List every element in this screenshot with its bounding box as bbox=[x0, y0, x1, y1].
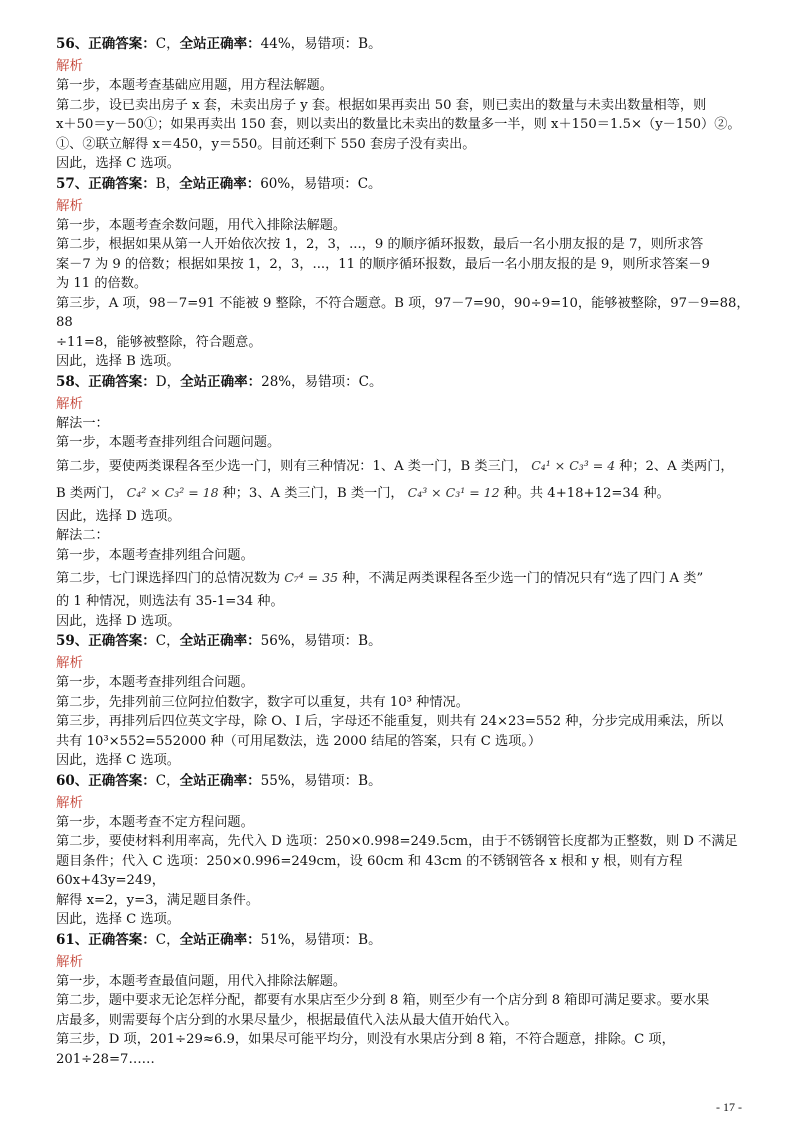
text-span: 种；2、A 类两门， bbox=[619, 458, 734, 474]
analysis-line: 因此，选择 C 选项。 bbox=[56, 156, 180, 171]
analysis-line: 的 1 种情况，则选法有 35-1=34 种。 bbox=[56, 594, 284, 609]
text-span: B 类两门， bbox=[56, 485, 123, 501]
answer-document bbox=[56, 34, 756, 1069]
question-57 bbox=[56, 174, 756, 372]
formula-c42-c32: C₄² × C₃² = 18 bbox=[126, 484, 219, 500]
rate-value: 55%，易错项：B。 bbox=[260, 772, 382, 789]
method-two-label: 解法二： bbox=[56, 528, 109, 543]
rate-value: 28%，易错项：C。 bbox=[261, 373, 383, 390]
question-header bbox=[56, 174, 756, 194]
rate-label: 全站正确率： bbox=[179, 633, 261, 649]
text-span: 种；3、A 类三门，B 类一门， bbox=[222, 485, 404, 501]
rate-value: 60%，易错项：C。 bbox=[260, 175, 382, 192]
rate-label: 全站正确率： bbox=[179, 36, 261, 52]
analysis-line: 第三步，A 项，98－7=91 不能被 9 整除，不符合题意。B 项，97－7=90，90÷9=10，能够被整除，97－9=88，88 bbox=[56, 295, 750, 330]
analysis-line: 第二步，题中要求无论怎样分配，都要有水果店至少分到 8 箱，则至少有一个店分到 8 箱即可满足要求。要水果 bbox=[56, 993, 710, 1008]
analysis-line: 共有 10³×552=552000 种（可用尾数法，选 2000 结尾的答案，只有 C 选项。） bbox=[56, 733, 542, 749]
text-span: 种。共 4+18+12=34 种。 bbox=[503, 485, 670, 501]
analysis-line bbox=[56, 453, 756, 480]
question-header bbox=[56, 34, 756, 54]
analysis-line: ①、②联立解得 x＝450，y＝550。目前还剩下 550 套房子没有卖出。 bbox=[56, 136, 476, 152]
question-number: 61、正确答案： bbox=[56, 931, 156, 948]
rate-label: 全站正确率： bbox=[179, 175, 261, 192]
analysis-line: 因此，选择 D 选项。 bbox=[56, 508, 181, 524]
rate-label: 全站正确率： bbox=[180, 373, 262, 390]
analysis-line: 店最多，则需要每个店分到的水果尽量少，根据最值代入法从最大值开始代入。 bbox=[56, 1012, 518, 1028]
page-number: - 17 - bbox=[716, 1100, 742, 1114]
analysis-line: 案－7 为 9 的倍数；根据如果按 1，2，3，...，11 的顺序循环报数，最后一名小朋友报的是 9，则所求答案－9 bbox=[56, 256, 710, 272]
analysis-line: 第二步，根据如果从第一人开始依次按 1，2，3，...，9 的顺序循环报数，最后一名小朋友报的是 7，则所求答 bbox=[56, 237, 704, 252]
analysis-line: 因此，选择 C 选项。 bbox=[56, 753, 180, 768]
correct-answer: C， bbox=[155, 36, 180, 52]
analysis-line: 因此，选择 B 选项。 bbox=[56, 354, 180, 369]
analysis-line: 解得 x=2，y=3，满足题目条件。 bbox=[56, 892, 260, 908]
rate-label: 全站正确率： bbox=[179, 931, 261, 948]
analysis-line: 第三步，再排列后四位英文字母，除 O、I 后，字母还不能重复，则共有 24×23=552 种，分步完成用乘法，所以 bbox=[56, 714, 724, 729]
rate-value: 56%，易错项：B。 bbox=[260, 633, 382, 649]
analysis-label: 解析 bbox=[56, 953, 83, 970]
question-59 bbox=[56, 631, 756, 771]
question-number: 56、正确答案： bbox=[56, 36, 156, 52]
formula-c41-c33: C₄¹ × C₃³ = 4 bbox=[531, 457, 616, 473]
analysis-line: 第一步，本题考查排列组合问题。 bbox=[56, 547, 254, 563]
analysis-line: 第二步，设已卖出房子 x 套，未卖出房子 y 套。根据如果再卖出 50 套，则已卖出的数量与未卖出数量相等，则 bbox=[56, 97, 707, 113]
analysis-line: 第二步，要使材料利用率高，先代入 D 选项：250×0.998=249.5cm，由于不锈钢管长度都为正整数，则 D 不满足 bbox=[56, 834, 738, 849]
correct-answer: C， bbox=[155, 633, 180, 649]
formula-c74: C₇⁴ = 35 bbox=[284, 570, 339, 585]
analysis-label: 解析 bbox=[56, 58, 83, 74]
text-span: 第二步，要使两类课程各至少选一门，则有三种情况：1、A 类一门，B 类三门， bbox=[56, 458, 528, 474]
correct-answer: B， bbox=[155, 175, 180, 192]
method-one-label: 解法一： bbox=[56, 415, 109, 431]
analysis-line: 第三步，D 项，201÷29≈6.9，如果尽可能平均分，则没有水果店分到 8 箱，不符合题意，排除。C 项，201÷28=7…… bbox=[56, 1032, 675, 1067]
question-header bbox=[56, 930, 756, 950]
question-header bbox=[56, 631, 756, 651]
analysis-line: 因此，选择 C 选项。 bbox=[56, 912, 180, 927]
analysis-line: ÷11=8，能够被整除，符合题意。 bbox=[56, 334, 262, 350]
question-58 bbox=[56, 372, 756, 632]
analysis-label: 解析 bbox=[56, 197, 83, 214]
analysis-line: 第一步，本题考查不定方程问题。 bbox=[56, 814, 254, 830]
correct-answer: D， bbox=[155, 373, 181, 390]
analysis-line bbox=[56, 480, 756, 507]
analysis-label: 解析 bbox=[56, 655, 83, 671]
question-header bbox=[56, 771, 756, 791]
question-number: 59、正确答案： bbox=[56, 633, 156, 649]
analysis-line: 第一步，本题考查最值问题，用代入排除法解题。 bbox=[56, 973, 347, 989]
question-61 bbox=[56, 930, 756, 1070]
rate-label: 全站正确率： bbox=[179, 772, 261, 789]
analysis-line: 题目条件；代入 C 选项：250×0.996=249cm，设 60cm 和 43cm 的不锈钢管各 x 根和 y 根，则有方程 60x+43y=249， bbox=[56, 853, 683, 888]
question-number: 57、正确答案： bbox=[56, 175, 156, 192]
analysis-line: x＋50＝y－50①；如果再卖出 150 套，则以卖出的数量比未卖出的数量多一半，则 x＋150＝1.5×（y－150）②。 bbox=[56, 117, 741, 132]
analysis-line: 为 11 的倍数。 bbox=[56, 276, 148, 291]
analysis-label: 解析 bbox=[56, 395, 83, 412]
rate-value: 44%，易错项：B。 bbox=[260, 36, 382, 52]
analysis-line bbox=[56, 565, 756, 592]
question-60 bbox=[56, 771, 756, 930]
text-span: 种，不满足两类课程各至少选一门的情况只有“选了四门 A 类” bbox=[342, 571, 704, 586]
question-header bbox=[56, 372, 756, 392]
analysis-label: 解析 bbox=[56, 794, 83, 811]
analysis-line: 第一步，本题考查排列组合问题问题。 bbox=[56, 435, 281, 450]
analysis-line: 第一步，本题考查排列组合问题。 bbox=[56, 675, 254, 690]
question-56 bbox=[56, 34, 756, 174]
question-number: 58、正确答案： bbox=[56, 373, 156, 390]
rate-value: 51%，易错项：B。 bbox=[260, 931, 382, 948]
correct-answer: C， bbox=[155, 931, 180, 948]
analysis-line: 第一步，本题考查基础应用题，用方程法解题。 bbox=[56, 78, 333, 93]
text-span: 第二步，七门课选择四门的总情况数为 bbox=[56, 571, 281, 586]
correct-answer: C， bbox=[155, 772, 180, 789]
analysis-line: 第二步，先排列前三位阿拉伯数字，数字可以重复，共有 10³ 种情况。 bbox=[56, 694, 469, 710]
formula-c43-c31: C₄³ × C₃¹ = 12 bbox=[407, 484, 500, 500]
question-number: 60、正确答案： bbox=[56, 772, 156, 789]
analysis-line: 因此，选择 D 选项。 bbox=[56, 613, 181, 629]
analysis-line: 第一步，本题考查余数问题，用代入排除法解题。 bbox=[56, 217, 347, 233]
